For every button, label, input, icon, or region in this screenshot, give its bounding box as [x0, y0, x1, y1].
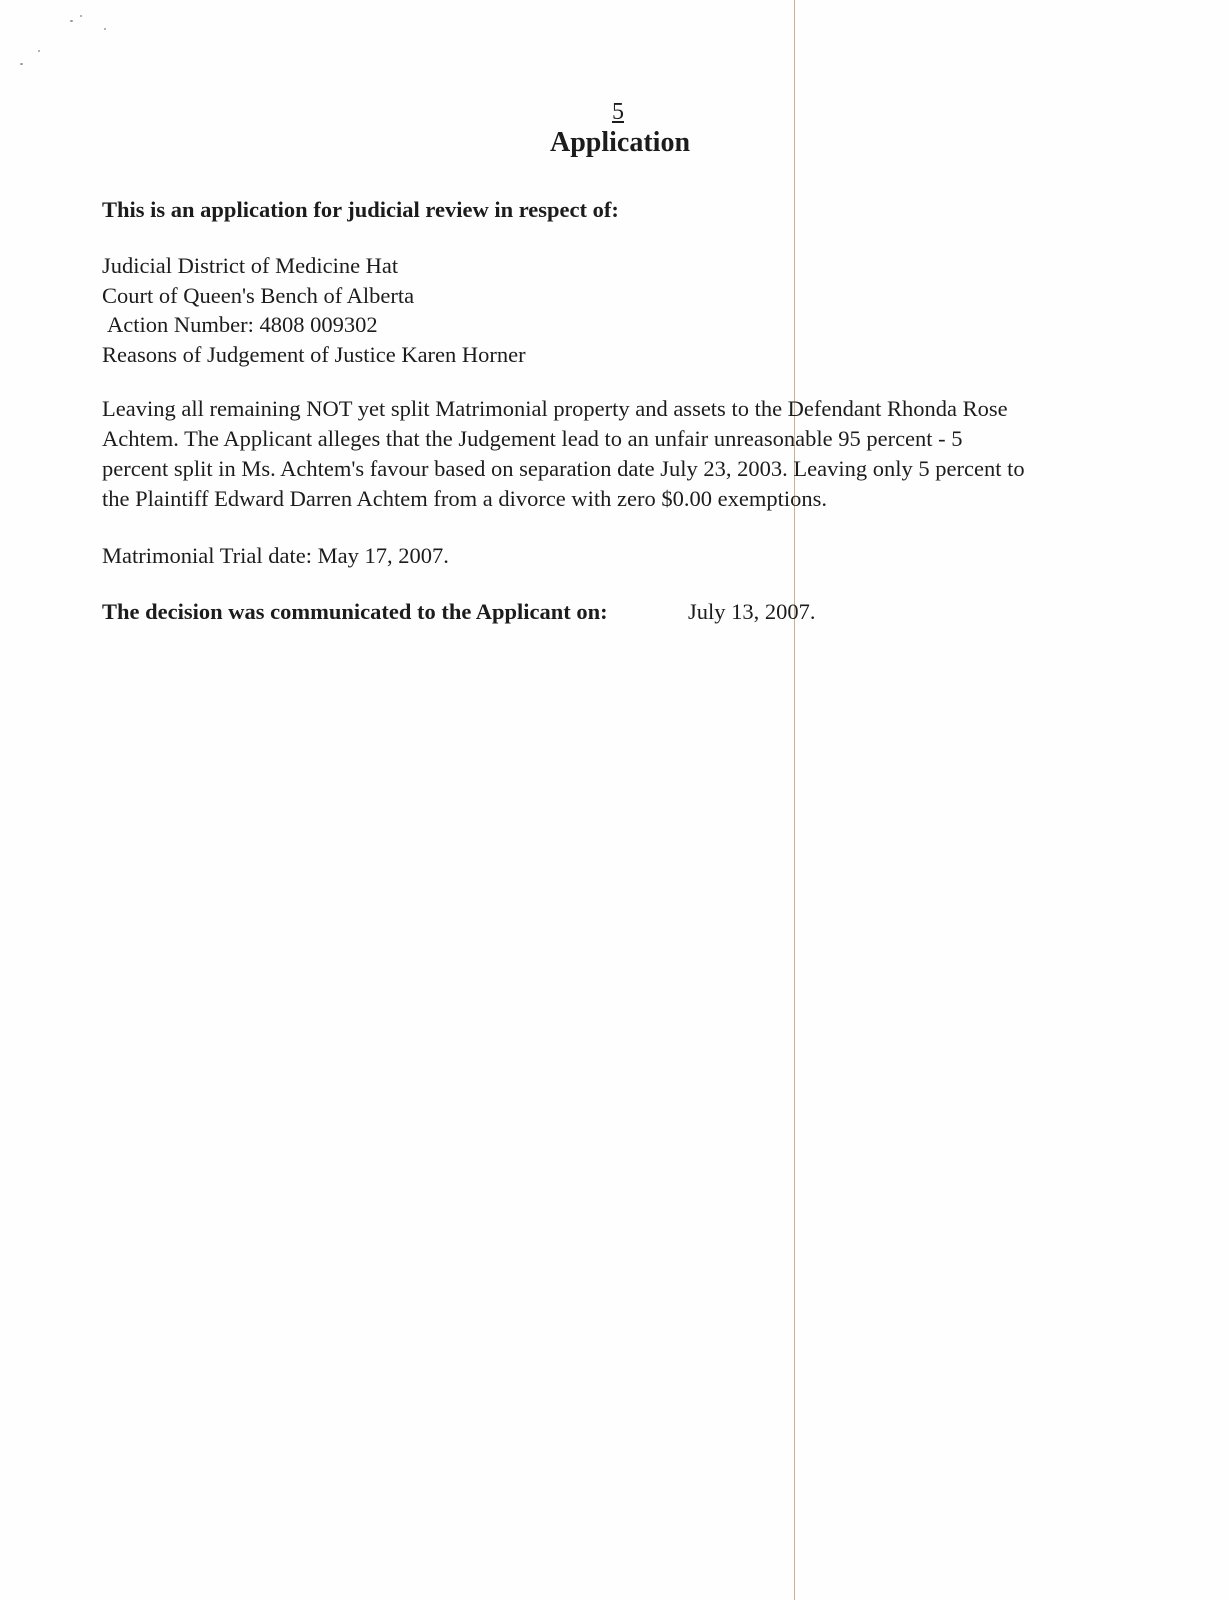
scan-speck [70, 20, 73, 22]
scan-speck [20, 63, 23, 65]
scan-speck [80, 15, 82, 17]
decision-line [102, 598, 816, 625]
page-number: 5 [612, 99, 624, 125]
court-line: Reasons of Judgement of Justice Karen Horner [102, 341, 526, 367]
paragraph-line: Achtem. The Applicant alleges that the Judgement lead to an unfair unreasonable 95 percent - 5 [102, 426, 963, 451]
body-paragraph [102, 394, 1025, 514]
paragraph-line: the Plaintiff Edward Darren Achtem from a divorce with zero $0.00 exemptions. [102, 486, 827, 511]
court-line: Action Number: 4808 009302 [107, 312, 378, 337]
court-line: Judicial District of Medicine Hat [102, 253, 399, 278]
scan-artifact-line [794, 0, 795, 1600]
court-line: Court of Queen's Bench of Alberta [102, 282, 415, 308]
page-title: Application [549, 127, 691, 158]
scan-speck [38, 50, 40, 52]
court-details [102, 251, 526, 369]
paragraph-line: percent split in Ms. Achtem's favour based on separation date July 23, 2003. Leaving only 5 percent to [102, 456, 1025, 481]
decision-date: July 13, 2007. [688, 599, 816, 624]
decision-label: The decision was communicated to the Applicant on: [102, 599, 608, 624]
scan-speck [104, 28, 106, 30]
trial-date: Matrimonial Trial date: May 17, 2007. [102, 543, 449, 568]
intro-heading: This is an application for judicial review in respect of: [102, 197, 619, 222]
paragraph-line: Leaving all remaining NOT yet split Matrimonial property and assets to the Defendant Rhonda Rose [102, 396, 1008, 421]
